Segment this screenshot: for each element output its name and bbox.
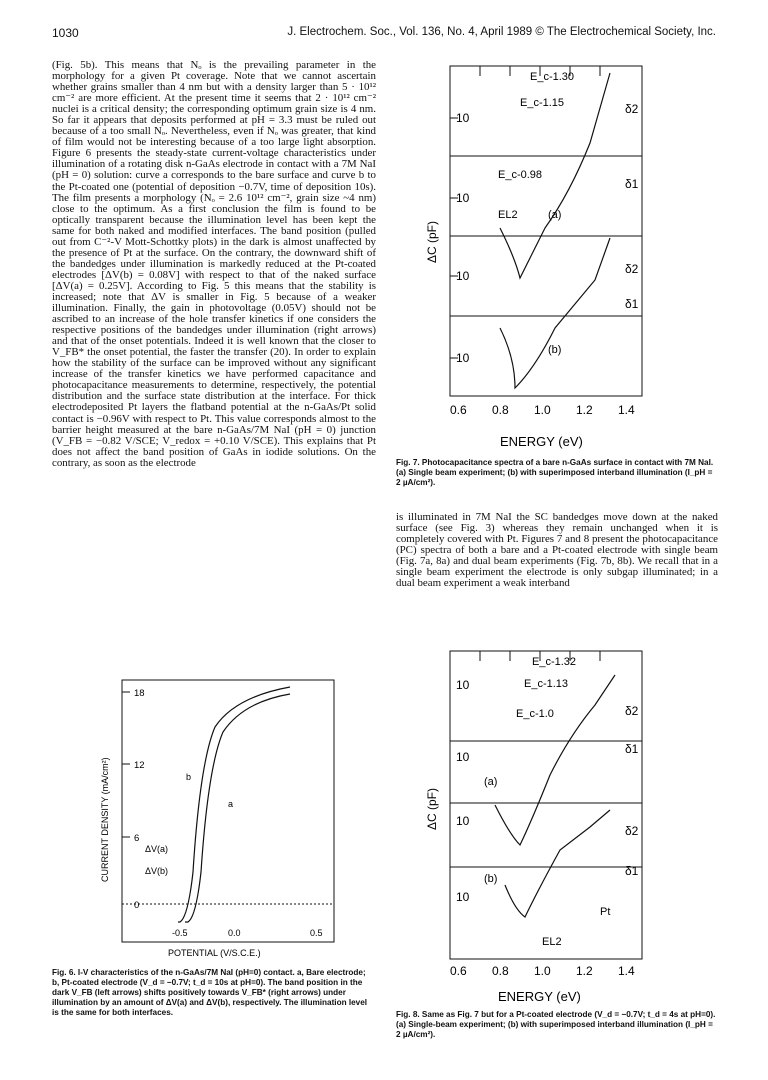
fig8-ann: (a) [484,776,498,788]
fig7-caption: Fig. 7. Photocapacitance spectra of a bare n-GaAs surface in contact with 7M NaI. (a) Single beam experiment; (b) with superimposed interband illumination (I_pH = 2 µA/cm²). [396,458,714,487]
fig7-xtick: 1.2 [576,403,593,417]
fig7-ylabel: ΔC (pF) [425,220,439,263]
fig7-ytick: 10 [456,351,470,365]
fig7-ann: δ2 [625,102,639,116]
fig6-caption: Fig. 6. I-V characteristics of the n-GaAs/7M NaI (pH=0) contact. a, Bare electrode; b, Pt-coated electrode (V_d = −0.7V; t_d = 10s at pH=0). The band position in the dark V_FB (left arrows) shifts positively towards V_FB* (right arrows) under illumination by an amount of ΔV(a) and ΔV(b), respectively. The illumination level is the same for both interfaces. [52,968,368,1017]
figure-8 [420,645,660,1010]
fig8-ytick: 10 [456,814,470,828]
fig7-ann: E_c-0.98 [498,169,543,181]
fig8-xtick: 0.6 [450,964,467,978]
fig7-ann: (b) [548,344,562,356]
fig6-ann: ΔV(a) [145,844,169,854]
figure-8-plot [420,645,660,1010]
fig6-xtick: -0.5 [172,928,188,938]
fig8-ann: δ1 [625,864,639,878]
fig6-ytick: 0 [134,900,140,911]
figure-7 [420,58,660,453]
fig7-ann: δ2 [625,262,639,276]
fig6-xtick: 0.5 [310,928,323,938]
fig8-ylabel: ΔC (pF) [425,787,439,830]
fig7-ann: δ1 [625,297,639,311]
fig6-ann: a [228,799,234,809]
fig7-ann: E_c-1.15 [520,97,565,109]
page-number: 1030 [52,26,79,40]
fig8-ann: Pt [600,906,611,918]
fig8-ann: EL2 [542,936,562,948]
fig8-xtick: 1.0 [534,964,551,978]
fig8-ann: E_c-1.32 [532,656,577,668]
fig7-ytick: 10 [456,111,470,125]
fig6-xtick: 0.0 [228,928,241,938]
fig8-caption: Fig. 8. Same as Fig. 7 but for a Pt-coated electrode (V_d = −0.7V; t_d = 4s at pH=0). (a) Single-beam experiment; (b) with superimposed interband illumination (I_pH = 2 µA/cm²). [396,1010,716,1039]
fig8-xtick: 1.2 [576,964,593,978]
fig8-ytick: 10 [456,750,470,764]
fig7-ytick: 10 [456,191,470,205]
fig6-ytick: 12 [134,760,145,771]
fig8-ann: E_c-1.13 [524,678,569,690]
fig8-ytick: 10 [456,678,470,692]
fig7-ann: E_c-1.30 [530,71,575,83]
fig6-xlabel: POTENTIAL (V/S.C.E.) [168,948,261,958]
fig8-xtick: 1.4 [618,964,635,978]
fig8-xlabel: ENERGY (eV) [498,989,581,1004]
fig6-ann: b [186,772,192,782]
fig8-ytick: 10 [456,890,470,904]
fig8-ann: (b) [484,873,498,885]
right-column-text: is illuminated in 7M NaI the SC bandedges move down at the naked surface (see Fig. 3) whereas they remain unchanged when it is completely covered with Pt. Figures 7 and 8 present the photocapacitance (PC) spectra of both a bare and a Pt-coated electrode with single beam (Fig. 7a, 8a) and dual beam experiments (Fig. 7b, 8b). We recall that in a single beam experiment the electrode is only subgap illuminated; in a dual beam experiment a weak interband [396,511,718,590]
fig8-ann: δ2 [625,704,639,718]
left-column-text: (Fig. 5b). This means that Nₒ is the prevailing parameter in the morphology for a given Pt coverage. Note that we cannot ascertain whether grains smaller than 4 nm but with a density larger than 5 · 10¹² cm⁻² are more efficient. At the present time it seems that 2 · 10¹² cm⁻² nuclei is a critical density; the corresponding optimum grain size is 4 nm. So far it appears that deposits performed at pH = 3.3 must be ruled out because of a too small Nₒ. Nevertheless, even if Nₒ was greater, that kind of film would not be interesting because of a too large light absorption. Figure 6 presents the steady-state current-voltage characteristics under illumination of a rotating disk n-GaAs electrode in contact with a 7M NaI (pH = 0) solution: curve a corresponds to the bare surface and curve b to the Pt-coated one (potential of deposition −0.7V, time of deposition 10s). The film presents a morphology (Nₒ = 2.6 10¹² cm⁻², grain size ~4 nm) close to the optimum. As a first conclusion the film is found to be optically transparent because the illumination level has been kept the same for both naked and modified interfaces. The band position (pulled out from C⁻²-V Mott-Schottky plots) in the dark is almost unaffected by the presence of Pt at the surface. On the contrary, the downward shift of the bandedges under illumination is markedly reduced at the Pt-coated electrodes [ΔV(b) = 0.08V] with respect to that of the naked surface [ΔV(a) = 0.25V]. According to Fig. 5 this means that the stability is increased; note that ΔV is smaller in Fig. 5 because of a weaker illumination. Finally, the gain in photovoltage (0.05V) should not be ascribed to an increase of the hole transfer kinetics if one considers the respective positions of the bandedges under illumination (right arrows) and that of the onset potentials. Indeed it is well known that the closer to V_FB* the onset potential, the faster the transfer (20). In order to explain how the stability of the surface can be improved without any significant increase of the transfer kinetics we have performed capacitance and photocapacitance measurements to determine, respectively, the potential distribution and the surface state distribution at the interface. For thick electrodeposited Pt layers the flatband potential at the n-GaAs/Pt solid contact is −0.96V with respect to Pt. This value corresponds almost to the barrier height measured at the bare n-GaAs/7M NaI (pH = 0) junction (V_FB = −0.82 V/SCE; V_redox = +0.10 V/SCE). This explains that Pt does not affect the band position of GaAs in iodide solutions. On the contrary, as soon as the electrode [52,59,376,469]
fig8-xtick: 0.8 [492,964,509,978]
figure-6-plot [100,672,345,964]
fig6-ytick: 18 [134,688,145,699]
figure-6 [100,672,345,964]
fig7-ann: EL2 [498,209,518,221]
fig7-xlabel: ENERGY (eV) [500,434,583,449]
fig6-ann: ΔV(b) [145,866,169,876]
fig7-ann: δ1 [625,177,639,191]
fig7-ytick: 10 [456,269,470,283]
fig6-ytick: 6 [134,833,140,844]
page-header [52,26,716,44]
fig8-ann: δ2 [625,824,639,838]
fig8-ann: δ1 [625,742,639,756]
fig7-xtick: 0.8 [492,403,509,417]
fig6-ylabel: CURRENT DENSITY (mA/cm²) [100,757,110,882]
fig7-xtick: 1.4 [618,403,635,417]
fig8-ann: E_c-1.0 [516,708,554,720]
journal-citation: J. Electrochem. Soc., Vol. 136, No. 4, April 1989 © The Electrochemical Society, Inc. [287,26,716,38]
fig7-ann: (a) [548,209,562,221]
fig7-xtick: 0.6 [450,403,467,417]
fig7-xtick: 1.0 [534,403,551,417]
figure-7-plot [420,58,660,453]
